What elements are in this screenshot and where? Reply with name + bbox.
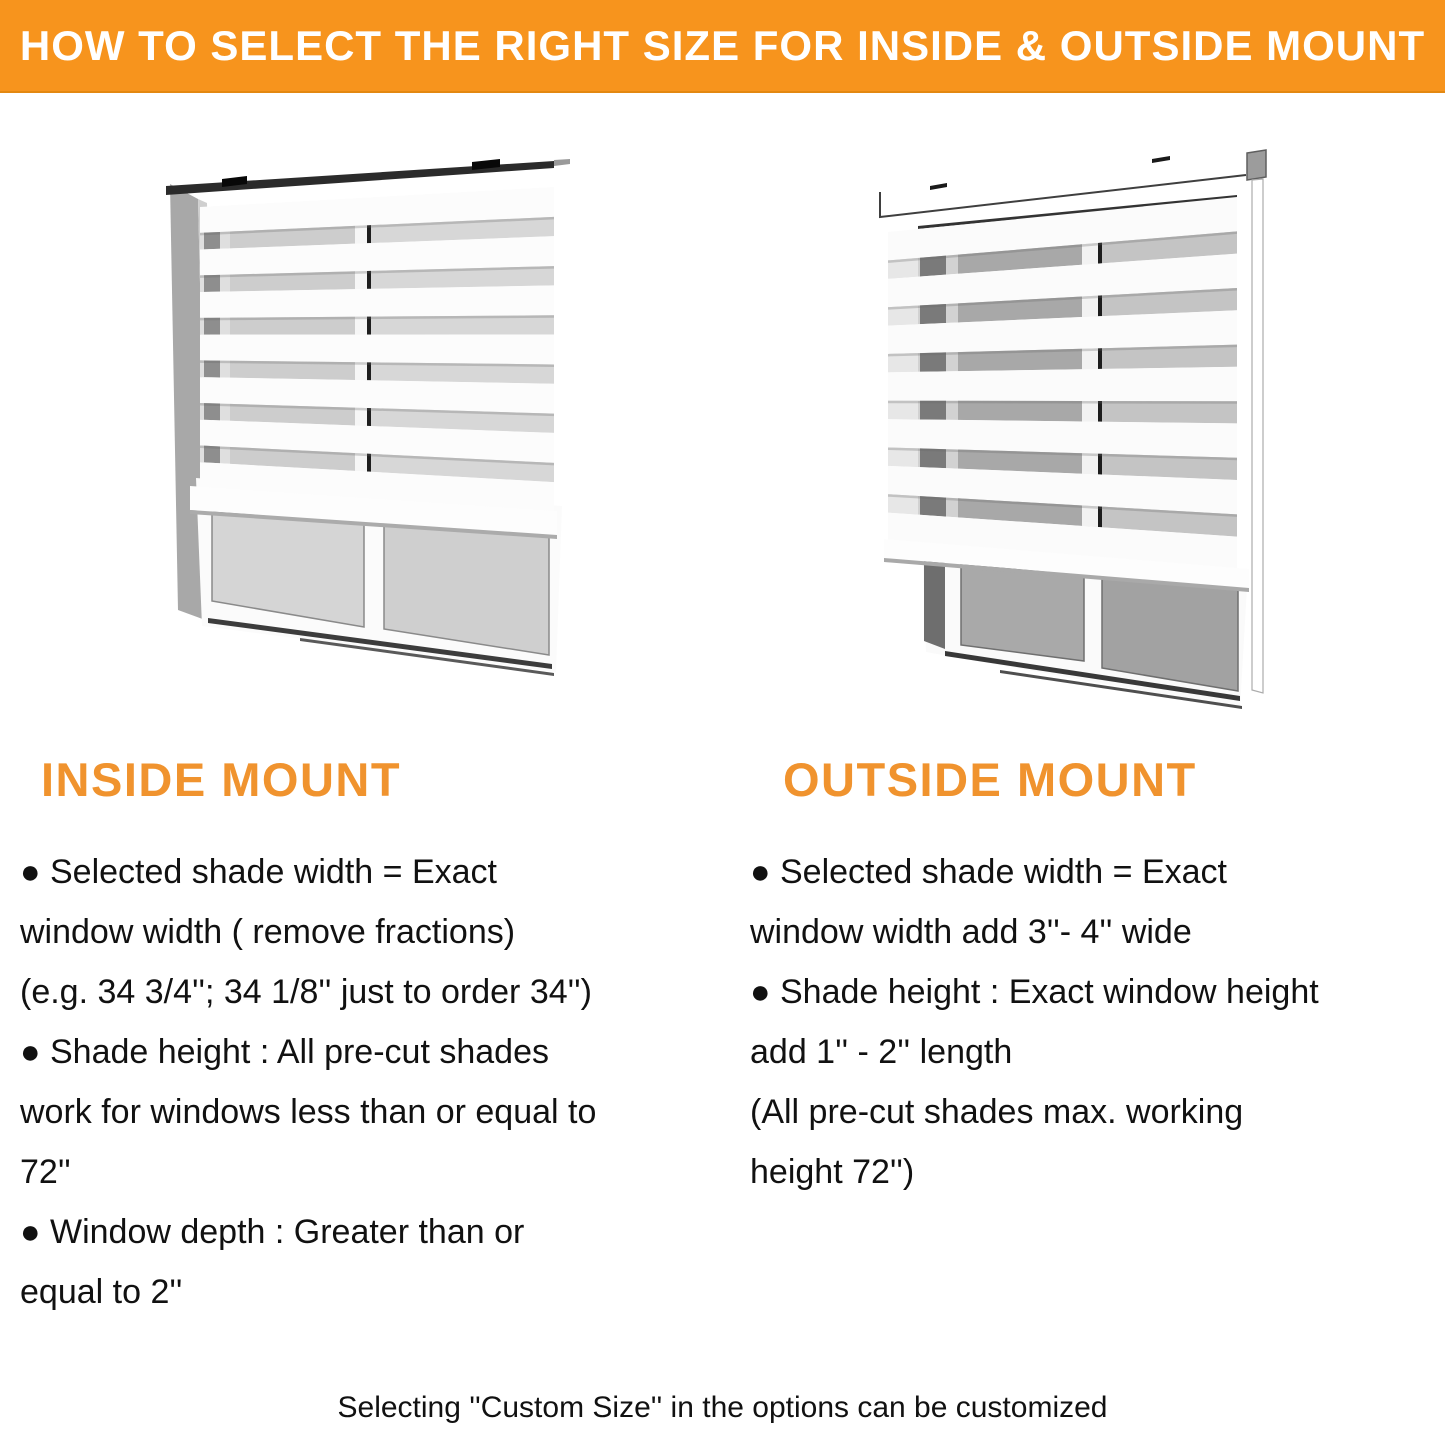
text-line: (All pre-cut shades max. working [750, 1093, 1244, 1131]
inside-mount-illustration [150, 140, 580, 685]
text-line: window width ( remove fractions) [20, 913, 516, 951]
footer-note: Selecting ''Custom Size'' in the options can be customized [337, 1391, 1108, 1424]
outside-mount-specs [750, 842, 1319, 1202]
text-line: ● Selected shade width = Exact [20, 853, 497, 891]
inside-mount-heading: INSIDE MOUNT [41, 753, 402, 806]
banner [0, 0, 1445, 93]
outside-mount-illustration [860, 140, 1300, 720]
text-line: height 72'') [750, 1153, 915, 1191]
text-line: window width add 3''- 4'' wide [750, 913, 1192, 951]
text-line: work for windows less than or equal to [20, 1093, 597, 1131]
text-line: ● Window depth : Greater than or [20, 1213, 525, 1251]
text-line: add 1'' - 2'' length [750, 1033, 1013, 1071]
text-line: equal to 2'' [20, 1273, 183, 1311]
text-line: (e.g. 34 3/4''; 34 1/8'' just to order 34'') [20, 973, 592, 1011]
text-line: 72'' [20, 1153, 71, 1191]
banner-title: HOW TO SELECT THE RIGHT SIZE FOR INSIDE & OUTSIDE MOUNT [19, 21, 1426, 69]
text-line: ● Shade height : Exact window height [750, 973, 1319, 1011]
inside-mount-specs [20, 842, 596, 1322]
outside-mount-heading: OUTSIDE MOUNT [783, 753, 1197, 806]
text-line: ● Selected shade width = Exact [750, 853, 1227, 891]
text-line: ● Shade height : All pre-cut shades [20, 1033, 549, 1071]
